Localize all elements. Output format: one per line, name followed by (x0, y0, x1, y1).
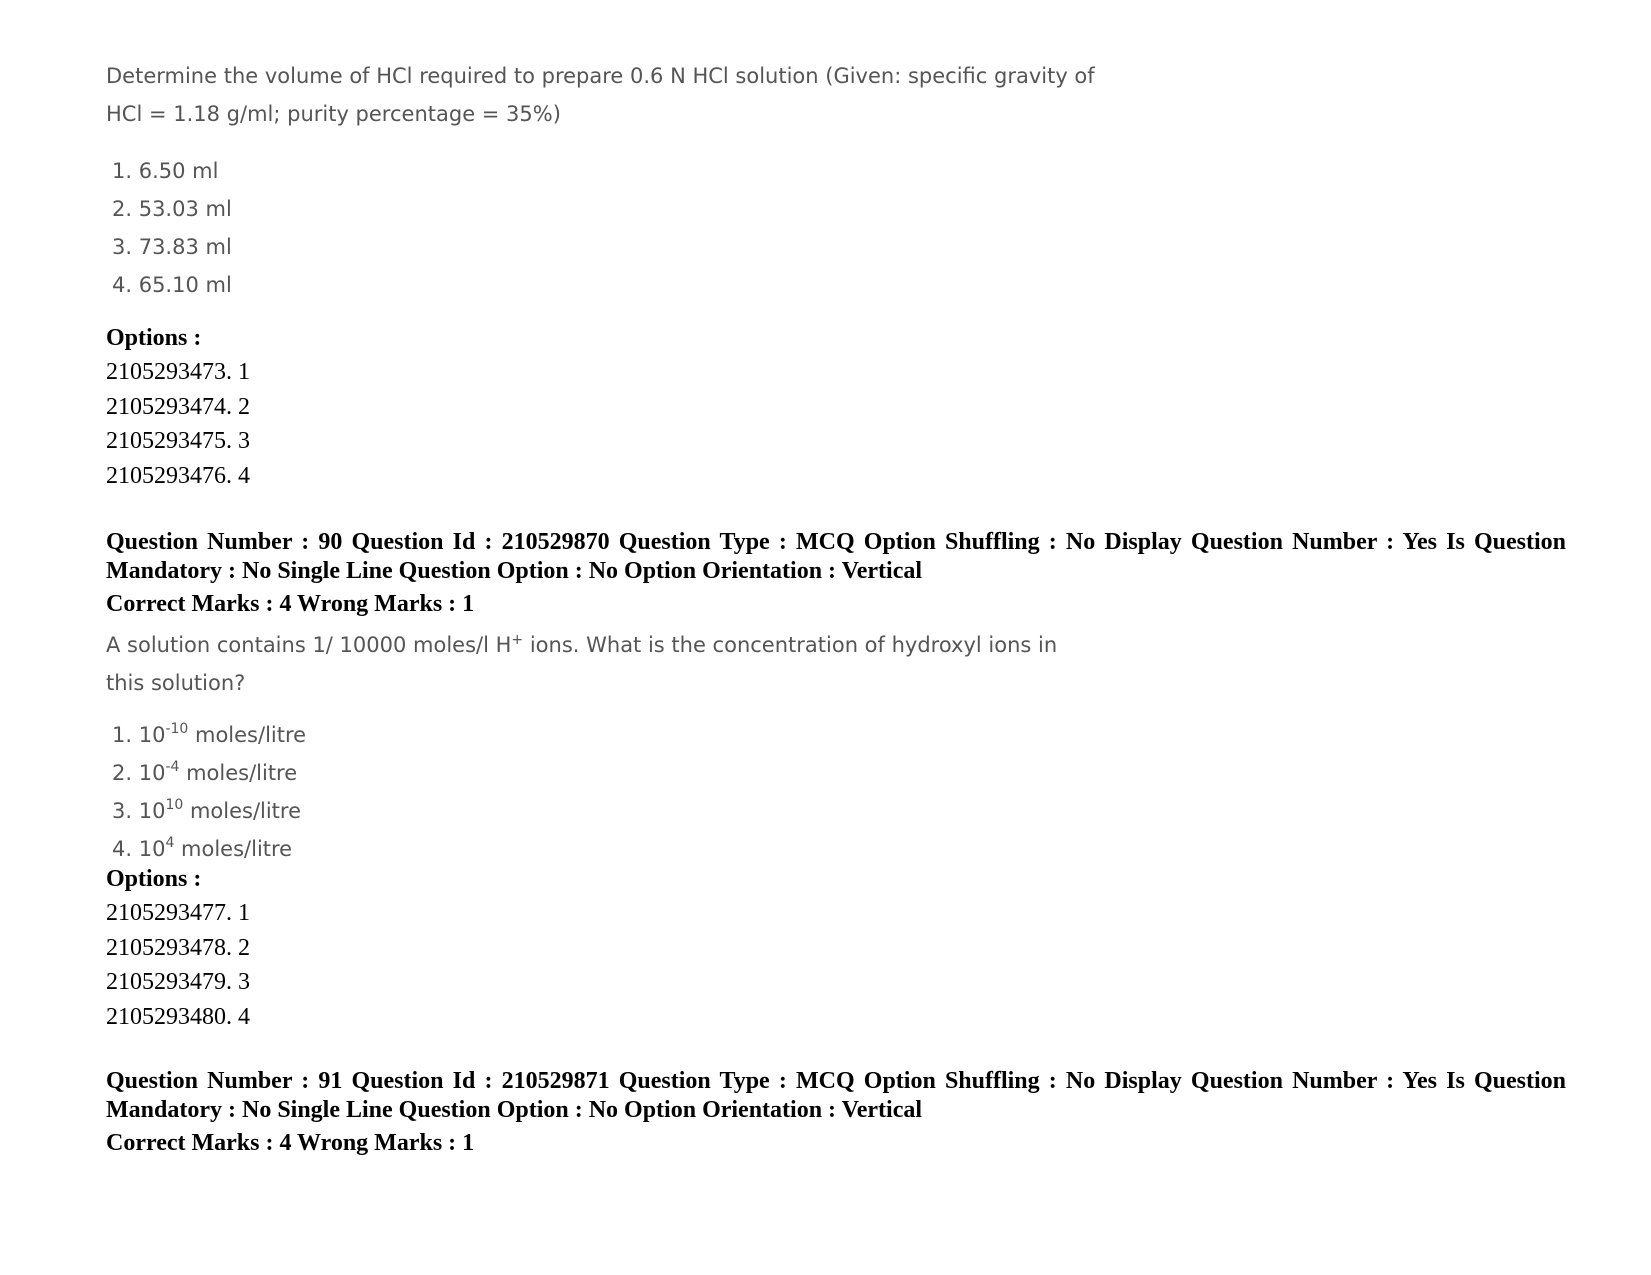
option-id: 2105293473. 1 (106, 359, 250, 385)
question-text-part: A solution contains 1/ 10000 moles/l H (106, 633, 512, 657)
answer-choice: 1. 6.50 ml (112, 159, 219, 183)
answer-choice: 3. 73.83 ml (112, 235, 232, 259)
option-id: 2105293480. 4 (106, 1003, 250, 1030)
question-text-part: ions. What is the concentration of hydroxyl ions in (523, 633, 1058, 657)
question-text-line: this solution? (106, 671, 246, 695)
option-id-list (106, 355, 250, 493)
answer-choices (106, 152, 232, 304)
choice-text: moles/litre (183, 799, 302, 823)
question-block-89 (106, 57, 1095, 133)
answer-choice: 4. 65.10 ml (112, 273, 232, 297)
question-text-line: Determine the volume of HCl required to prepare 0.6 N HCl solution (Given: specific gravity of (106, 64, 1095, 88)
options-section (106, 862, 250, 1034)
answer-choices (106, 716, 306, 868)
question-text-90 (106, 621, 1057, 702)
question-meta: Question Number : 91 Question Id : 210529871 Question Type : MCQ Option Shuffling : No Display Question Number : Yes Is Question Mandatory : No Single Line Question Option : No Option Orientation : Vertical (106, 1068, 1566, 1123)
options-heading: Options : (106, 866, 202, 892)
option-id: 2105293478. 2 (106, 934, 250, 961)
option-id: 2105293476. 4 (106, 462, 250, 489)
choice-text: 1. 10 (112, 723, 166, 747)
choice-text: moles/litre (188, 723, 307, 747)
option-id: 2105293474. 2 (106, 393, 250, 420)
question-text-line: HCl = 1.18 g/ml; purity percentage = 35%) (106, 102, 561, 126)
superscript: -4 (165, 759, 180, 775)
answer-choice (112, 792, 306, 830)
question-marks: Correct Marks : 4 Wrong Marks : 1 (106, 1130, 475, 1156)
answer-choice (112, 754, 306, 792)
superscript: -10 (165, 721, 189, 737)
option-id: 2105293479. 3 (106, 969, 250, 995)
answer-choice (112, 716, 306, 754)
question-marks: Correct Marks : 4 Wrong Marks : 1 (106, 591, 475, 617)
question-block-90 (106, 528, 1566, 621)
question-block-91 (106, 1067, 1566, 1160)
option-id: 2105293477. 1 (106, 900, 250, 926)
answer-choice: 2. 53.03 ml (112, 197, 232, 221)
choice-text: 4. 10 (112, 837, 166, 861)
superscript: 4 (165, 835, 175, 851)
choice-text: moles/litre (179, 761, 298, 785)
choice-text: 2. 10 (112, 761, 166, 785)
choice-text: 3. 10 (112, 799, 166, 823)
question-meta: Question Number : 90 Question Id : 210529870 Question Type : MCQ Option Shuffling : No Display Question Number : Yes Is Question Mandatory : No Single Line Question Option : No Option Orientation : Vertical (106, 529, 1566, 584)
options-heading: Options : (106, 325, 202, 351)
superscript: 10 (165, 797, 184, 813)
option-id-list (106, 896, 250, 1034)
option-id: 2105293475. 3 (106, 428, 250, 454)
superscript: + (511, 632, 524, 648)
options-section (106, 321, 250, 493)
choice-text: moles/litre (174, 837, 293, 861)
question-text-line (106, 621, 1057, 664)
